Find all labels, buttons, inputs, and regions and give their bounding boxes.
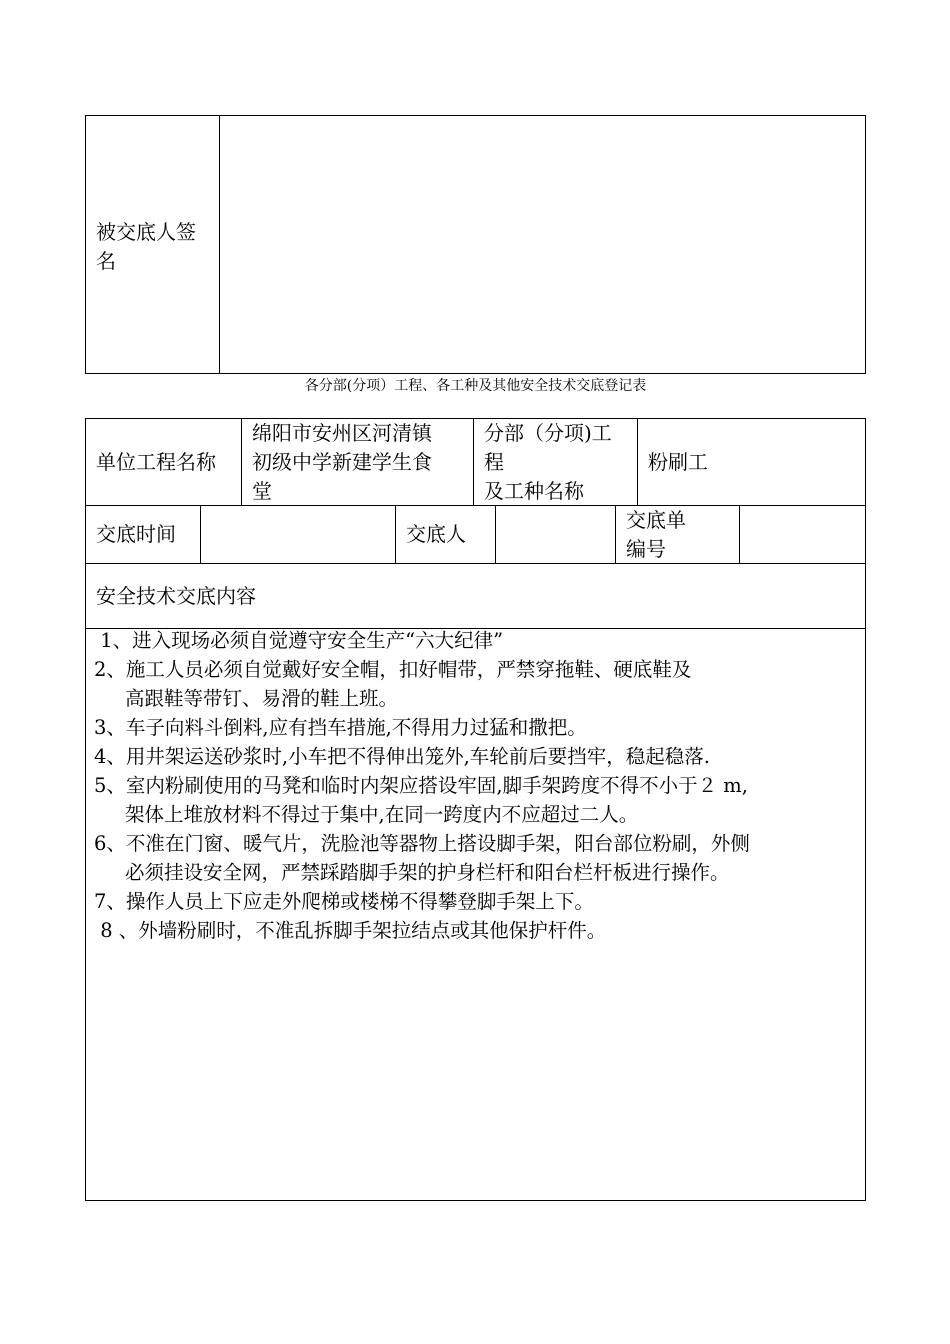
content-header: 安全技术交底内容	[96, 584, 256, 608]
signature-value[interactable]	[232, 232, 852, 261]
row1-col-divider-3	[637, 418, 638, 506]
sub-project-label-line2: 程	[484, 450, 504, 474]
content-line: 1、进入现场必须自觉遵守安全生产“六大纪律”	[94, 629, 504, 652]
signature-table-divider	[219, 115, 220, 374]
signature-label-line1: 被交底人签	[96, 220, 196, 244]
disclosure-no-label-line2: 编号	[626, 537, 666, 561]
signature-label-line2: 名	[96, 249, 116, 273]
content-line: 高跟鞋等带钉、易滑的鞋上班。	[94, 687, 398, 710]
content-line: 8 、外墙粉刷时，不准乱拆脚手架拉结点或其他保护杆件。	[94, 919, 607, 942]
content-line: 3、车子向料斗倒料,应有挡车措施,不得用力过猛和撒把。	[94, 716, 587, 739]
discloser-value[interactable]	[505, 520, 605, 549]
content-line: 架体上堆放材料不得过于集中,在同一跨度内不应超过二人。	[94, 803, 639, 826]
discloser-label: 交底人	[406, 522, 466, 546]
row2-col-divider-5	[739, 505, 740, 564]
row2-col-divider-3	[495, 505, 496, 564]
unit-project-value-line1: 绵阳市安州区河清镇	[252, 421, 432, 445]
row-divider-1	[85, 505, 866, 506]
disclosure-no-label-line1: 交底单	[626, 508, 686, 532]
content-line: 6、不准在门窗、暖气片，洗脸池等器物上搭设脚手架，阳台部位粉刷，外侧	[94, 832, 750, 855]
row2-col-divider-1	[200, 505, 201, 564]
form-caption: 各分部(分项）工程、各工种及其他安全技术交底登记表	[304, 378, 647, 394]
disclosure-time-label: 交底时间	[96, 522, 176, 546]
row1-col-divider-1	[241, 418, 242, 506]
sub-project-value: 粉刷工	[648, 450, 708, 474]
content-line: 2、施工人员必须自觉戴好安全帽，扣好帽带，严禁穿拖鞋、硬底鞋及	[94, 658, 692, 681]
row-divider-2	[85, 563, 866, 564]
disclosure-time-value[interactable]	[210, 520, 385, 549]
content-line: 4、用井架运送砂浆时,小车把不得伸出笼外,车轮前后要挡牢，稳起稳落.	[94, 745, 711, 768]
content-line: 5、室内粉刷使用的马凳和临时内架应搭设牢固,脚手架跨度不得不小于２ m,	[94, 774, 748, 797]
safety-content	[94, 626, 859, 945]
unit-project-value-line3: 堂	[252, 479, 272, 503]
row1-col-divider-2	[473, 418, 474, 506]
unit-project-value-line2: 初级中学新建学生食	[252, 450, 432, 474]
content-line: 7、操作人员上下应走外爬梯或楼梯不得攀登脚手架上下。	[94, 890, 594, 913]
unit-project-label: 单位工程名称	[96, 450, 216, 474]
row2-col-divider-4	[615, 505, 616, 564]
content-line: 必须挂设安全网，严禁踩踏脚手架的护身栏杆和阳台栏杆板进行操作。	[94, 861, 730, 884]
sub-project-label-line1: 分部（分项)工	[484, 421, 612, 445]
disclosure-no-value[interactable]	[749, 520, 854, 549]
sub-project-label-line3: 及工种名称	[484, 479, 584, 503]
row2-col-divider-2	[395, 505, 396, 564]
